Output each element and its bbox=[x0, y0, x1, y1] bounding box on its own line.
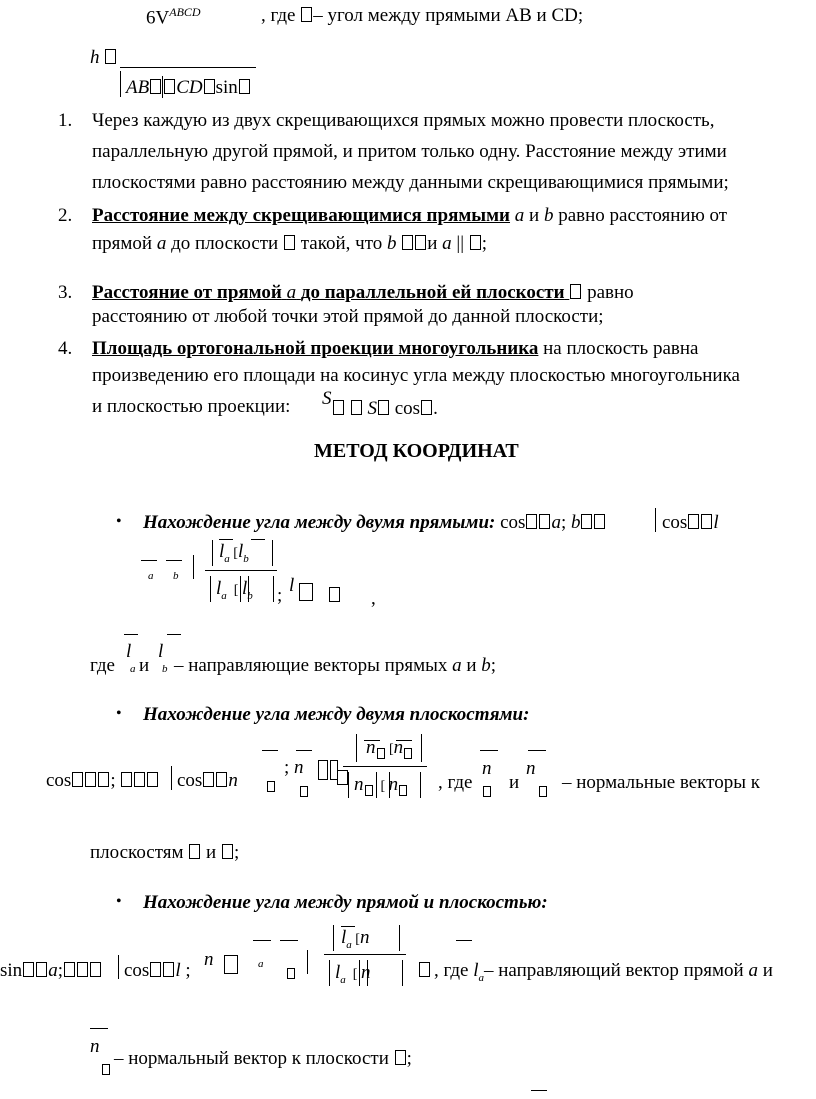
frac-2-numerator: n [n bbox=[366, 737, 413, 759]
frac-1-tail: ; bbox=[277, 585, 283, 606]
section-2-formula-left: cos ; bbox=[46, 770, 159, 792]
section-1-cos-l: cos l bbox=[662, 512, 719, 533]
list-item-4-line3: и плоскостью проекции: bbox=[92, 396, 291, 417]
list-item-2-line2: прямой a до плоскости такой, что b и a || ; bbox=[92, 233, 488, 254]
h-fraction-bar bbox=[120, 67, 256, 68]
list-item-4-number: 4. bbox=[58, 338, 73, 359]
section-2-tail: ; n bbox=[284, 757, 304, 778]
method-title: МЕТОД КООРДИНАТ bbox=[314, 440, 519, 462]
frac-1-numerator: $l_a$ [$l_b$ bbox=[219, 541, 249, 565]
section-3-line2: – нормальный вектор к плоскости ; bbox=[114, 1048, 412, 1069]
list-item-4-line2: произведению его площади на косинус угла между плоскостью многоугольника bbox=[92, 365, 740, 386]
angle-description bbox=[261, 5, 583, 27]
list-item-4-line1: Площадь ортогональной проекции многоугольника на плоскость равна bbox=[92, 338, 699, 359]
list-item-2-line1: Расстояние между скрещивающимися прямыми a и b равно расстоянию от bbox=[92, 205, 728, 226]
section-2-line2: плоскостям и ; bbox=[90, 842, 240, 863]
projection-formula-rest: S cos . bbox=[332, 398, 438, 420]
frac-1-bar bbox=[205, 570, 277, 571]
sub-a: a bbox=[148, 570, 154, 582]
section-1-heading-line: Нахождение угла между двумя прямыми: cos a; b bbox=[143, 512, 606, 534]
section-2-heading: Нахождение угла между двумя плоскостями: bbox=[143, 704, 530, 725]
frac-2-denominator: n [ n bbox=[354, 774, 408, 796]
equals-placeholder-glyph bbox=[105, 49, 116, 64]
projection-formula-s: S bbox=[322, 388, 332, 409]
section-2-where-text: – нормальные векторы к bbox=[562, 772, 760, 793]
frac-3-numerator: $l_a$ [n bbox=[341, 927, 370, 951]
list-item-1-line1: Через каждую из двух скрещивающихся прямых можно провести плоскость, bbox=[92, 110, 715, 131]
volume-sub: ABCD bbox=[169, 5, 201, 19]
bullet-1: • bbox=[116, 513, 122, 530]
frac-1-tail-l: l bbox=[289, 575, 295, 596]
phi-placeholder-glyph bbox=[301, 7, 312, 22]
list-item-3-line1: Расстояние от прямой a до параллельной ей плоскости равно bbox=[92, 282, 634, 303]
section-1-where-line: где bbox=[90, 655, 115, 676]
list-item-1-number: 1. bbox=[58, 110, 73, 131]
section-3-where-line: , где $l_a-$ направляющий вектор прямой a и bbox=[434, 960, 773, 984]
frac-1-comma: , bbox=[371, 588, 376, 609]
section-1-where-text: – направляющие векторы прямых a и b; bbox=[174, 655, 497, 676]
abs-bar bbox=[120, 71, 121, 97]
section-2-cos-n: cos n bbox=[177, 770, 238, 791]
bullet-2: • bbox=[116, 705, 122, 722]
list-item-1-line3: плоскостями равно расстоянию между данными скрещивающимися прямыми; bbox=[92, 172, 729, 193]
volume-coef: 6V bbox=[146, 7, 170, 29]
section-2-where: , где bbox=[438, 772, 473, 793]
list-item-2-title: Расстояние между скрещивающимися прямыми bbox=[92, 205, 511, 226]
h-denominator: AB CD sin bbox=[126, 76, 251, 99]
list-item-3-line2: расстоянию от любой точки этой прямой до данной плоскости; bbox=[92, 306, 604, 327]
section-3-heading: Нахождение угла между прямой и плоскостью: bbox=[143, 892, 548, 913]
sub-b: b bbox=[173, 570, 179, 582]
frac-3-bar bbox=[324, 954, 406, 955]
frac-1-denominator: $l_a$ [ $l_b$ bbox=[216, 578, 253, 602]
angle-text: – угол между прямыми AB и CD; bbox=[313, 5, 584, 26]
frac-2-bar bbox=[343, 766, 427, 767]
list-item-3-number: 3. bbox=[58, 282, 73, 303]
volume-expression bbox=[146, 5, 201, 29]
section-3-cos-l: cos l ; bbox=[124, 960, 191, 981]
bullet-3: • bbox=[116, 893, 122, 910]
h-label: h bbox=[90, 47, 117, 69]
frac-3-denominator: $l_a$ [ n bbox=[335, 962, 371, 986]
section-3-formula-left: sin a; bbox=[0, 960, 102, 982]
where-text: , где bbox=[261, 5, 296, 26]
section-1-heading: Нахождение угла между двумя прямыми: bbox=[143, 512, 496, 533]
list-item-1-line2: параллельную другой прямой, и притом только одну. Расстояние между этими bbox=[92, 141, 727, 162]
list-item-2-number: 2. bbox=[58, 205, 73, 226]
